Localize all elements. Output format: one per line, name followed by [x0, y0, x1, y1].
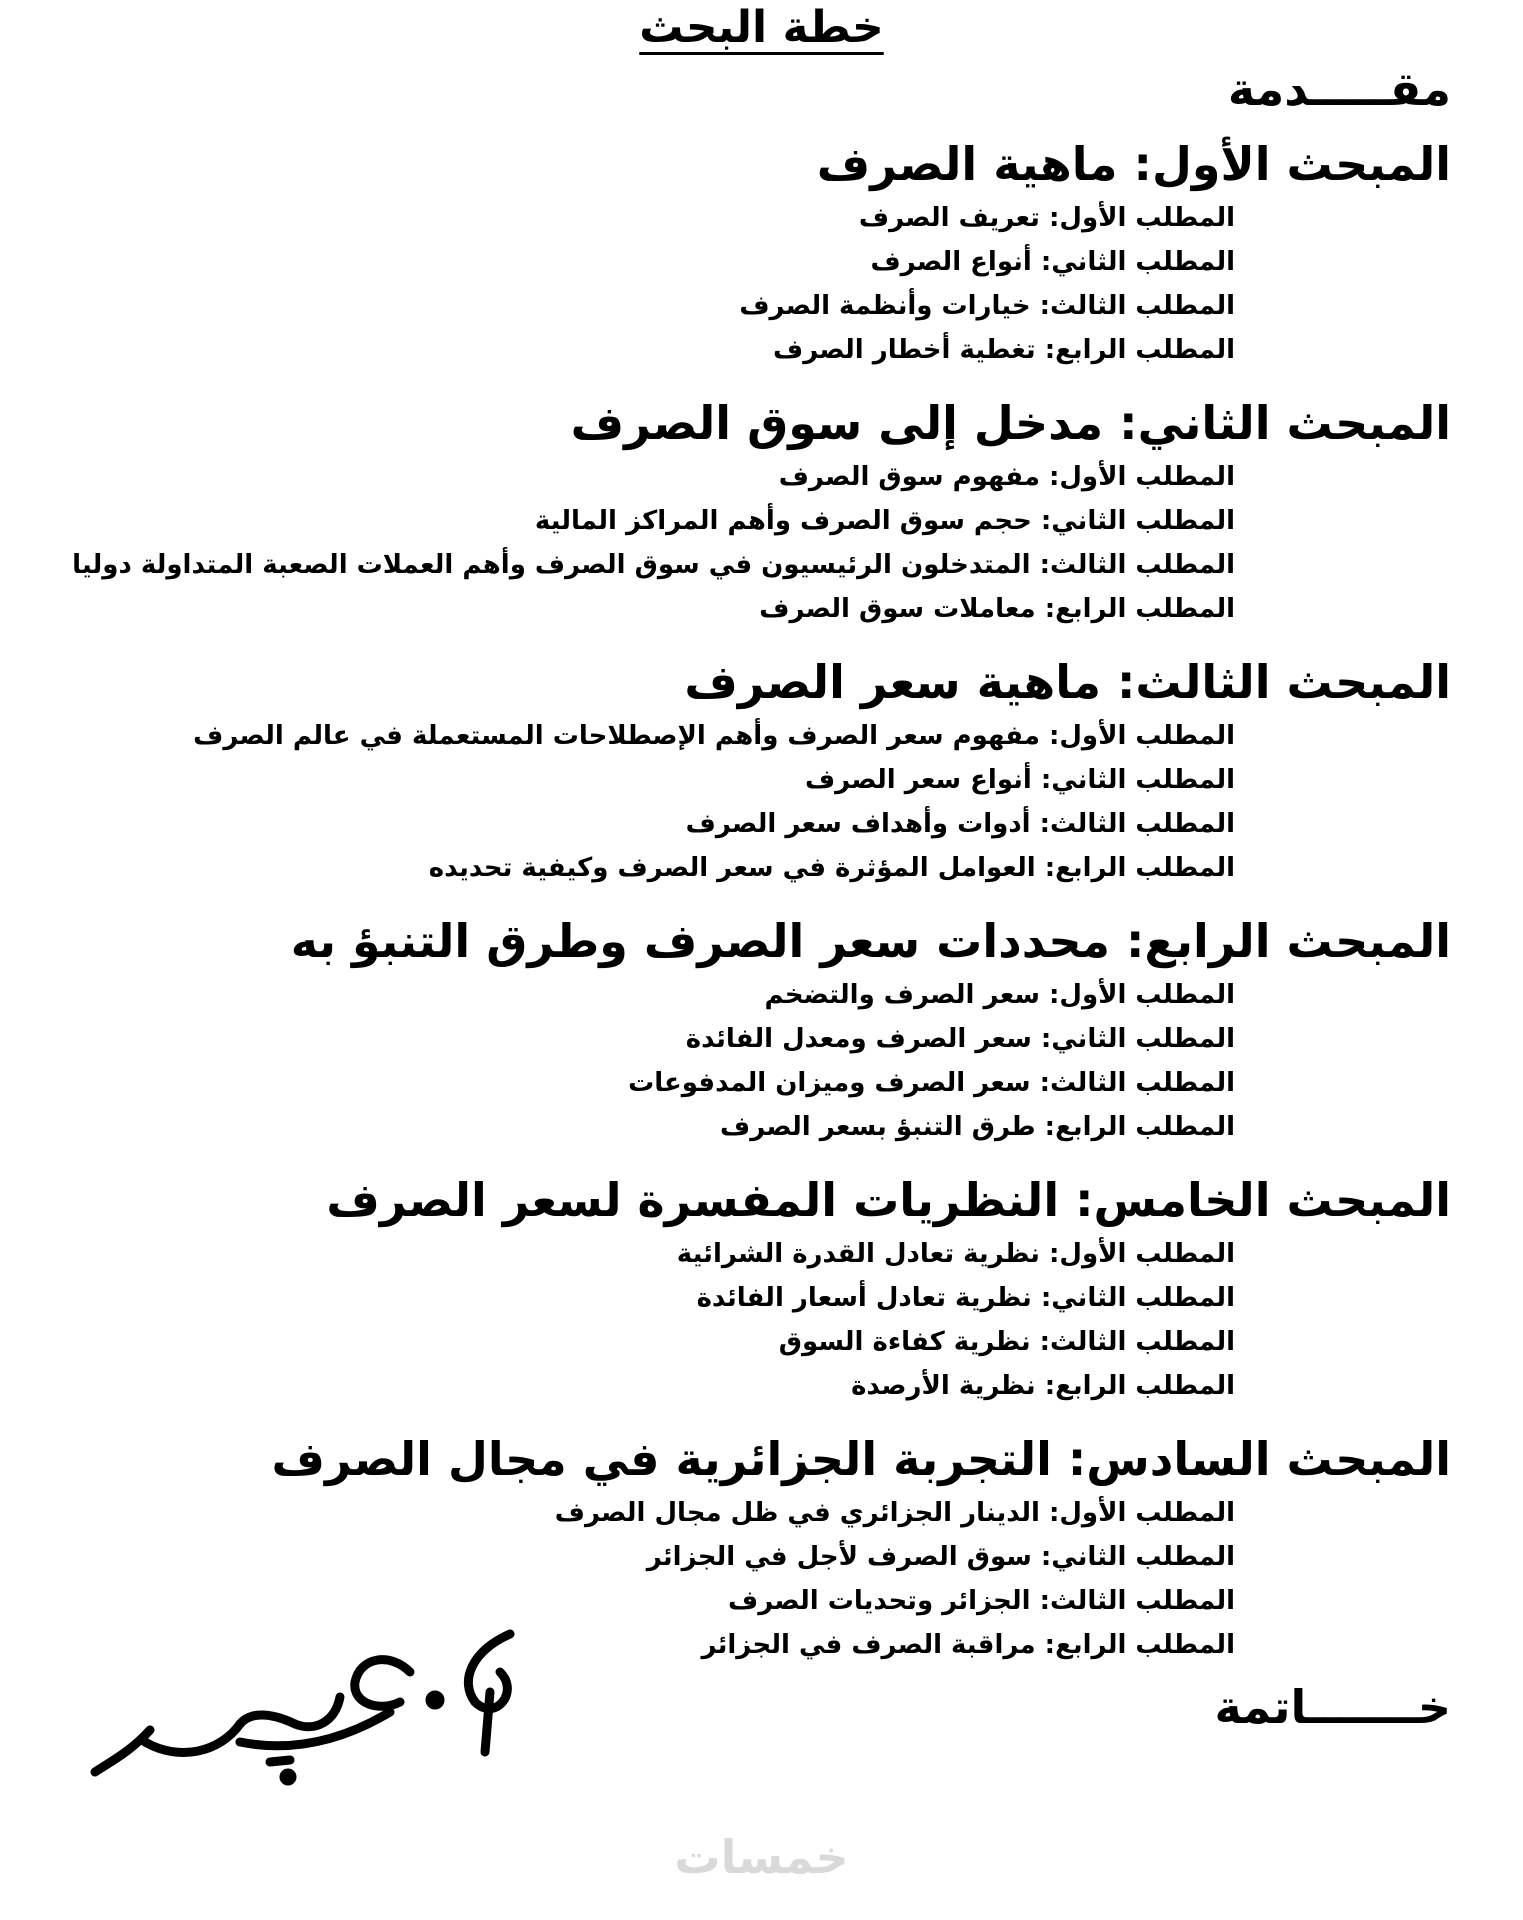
section-item: المطلب الثالث: خيارات وأنظمة الصرف: [739, 291, 1235, 321]
section-list: [90, 714, 1451, 890]
chapter-4: [90, 913, 1451, 1149]
section-item: المطلب الرابع: مراقبة الصرف في الجزائر: [701, 1630, 1235, 1660]
chapter-title: المبحث الخامس: النظريات المفسرة لسعر الصرف: [326, 1173, 1451, 1227]
watermark-logo: خمسات: [674, 1830, 849, 1884]
section-item: المطلب الأول: سعر الصرف والتضخم: [764, 980, 1235, 1010]
conclusion-heading: خـــــــاتمة: [1214, 1680, 1451, 1734]
page-title: [0, 2, 1523, 53]
section-item: المطلب الرابع: معاملات سوق الصرف: [759, 594, 1235, 624]
section-item: المطلب الأول: مفهوم سوق الصرف: [778, 462, 1235, 492]
section-item: المطلب الرابع: العوامل المؤثرة في سعر الصرف وكيفية تحديده: [428, 853, 1235, 883]
chapter-3: [90, 654, 1451, 890]
section-item: المطلب الثاني: أنواع الصرف: [870, 247, 1235, 277]
section-item: المطلب الثالث: نظرية كفاءة السوق: [778, 1327, 1235, 1357]
chapter-title: المبحث الثاني: مدخل إلى سوق الصرف: [570, 396, 1451, 450]
section-item: المطلب الرابع: تغطية أخطار الصرف: [773, 335, 1235, 365]
section-item: المطلب الرابع: نظرية الأرصدة: [851, 1371, 1235, 1401]
section-item: المطلب الأول: مفهوم سعر الصرف وأهم الإصطلاحات المستعملة في عالم الصرف: [193, 721, 1235, 751]
section-item: المطلب الأول: نظرية تعادل القدرة الشرائية: [676, 1239, 1235, 1269]
chapter-title: المبحث الرابع: محددات سعر الصرف وطرق التنبؤ به: [290, 914, 1451, 968]
section-item: المطلب الثاني: سعر الصرف ومعدل الفائدة: [685, 1024, 1235, 1054]
section-item: المطلب الثالث: الجزائر وتحديات الصرف: [728, 1586, 1235, 1616]
chapter-title: المبحث الثالث: ماهية سعر الصرف: [684, 655, 1451, 709]
section-item: المطلب الثالث: أدوات وأهداف سعر الصرف: [685, 809, 1235, 839]
section-item: المطلب الثاني: سوق الصرف لأجل في الجزائر: [646, 1542, 1235, 1572]
section-list: [90, 1232, 1451, 1408]
introduction-heading: مقـــــدمة: [1227, 62, 1451, 116]
chapter-2: [72, 395, 1451, 631]
section-item: المطلب الثالث: سعر الصرف وميزان المدفوعات: [628, 1068, 1235, 1098]
section-item: المطلب الأول: الدينار الجزائري في ظل مجال الصرف: [554, 1498, 1235, 1528]
section-item: المطلب الثالث: المتدخلون الرئيسيون في سوق الصرف وأهم العملات الصعبة المتداولة دوليا: [72, 550, 1235, 580]
chapter-1: [90, 136, 1451, 372]
chapter-title: المبحث الأول: ماهية الصرف: [816, 137, 1451, 191]
handwritten-signature: [90, 1612, 560, 1792]
section-item: المطلب الثاني: أنواع سعر الصرف: [804, 765, 1235, 795]
section-item: المطلب الثاني: حجم سوق الصرف وأهم المراكز المالية: [534, 506, 1235, 536]
chapter-title: المبحث السادس: التجربة الجزائرية في مجال الصرف: [271, 1432, 1451, 1486]
chapter-5: [90, 1172, 1451, 1408]
section-list: [90, 973, 1451, 1149]
section-list: [90, 196, 1451, 372]
section-list: [72, 455, 1451, 631]
section-item: المطلب الرابع: طرق التنبؤ بسعر الصرف: [720, 1112, 1235, 1142]
section-item: المطلب الثاني: نظرية تعادل أسعار الفائدة: [696, 1283, 1235, 1313]
section-item: المطلب الأول: تعريف الصرف: [858, 203, 1235, 233]
page-title-text: خطة البحث: [639, 2, 884, 53]
